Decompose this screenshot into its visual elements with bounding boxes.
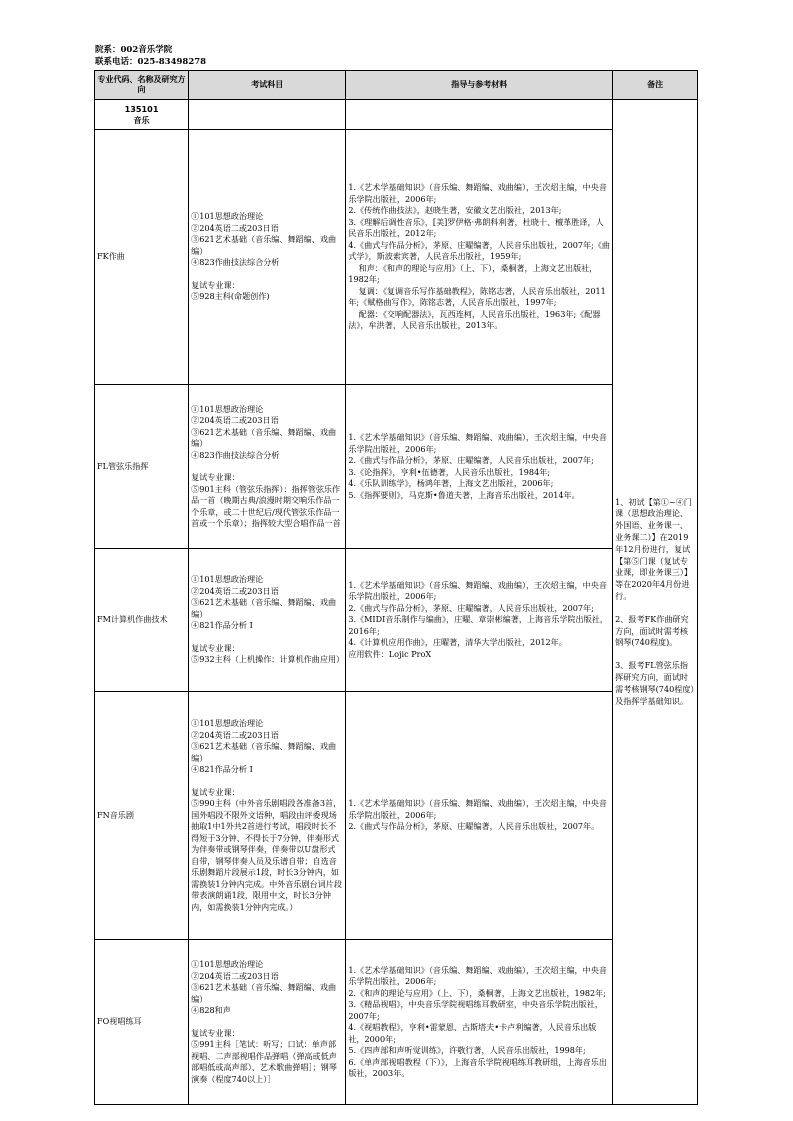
- material-item: 5.《四声部和声听觉训练》，许敬行著，人民音乐出版社，1998年;: [348, 1045, 586, 1055]
- subject-item: ③621艺术基础（音乐编、舞蹈编、戏曲编）: [191, 234, 337, 256]
- header-notes: 备注: [613, 71, 698, 100]
- subject-item: ①101思想政治理论: [191, 403, 264, 414]
- material-item: 2.《和声的理论与应用》（上、下），桑桐著，上海文艺出版社，1982年;: [348, 987, 606, 998]
- material-item: 1.《艺术学基础知识》（音乐编、舞蹈编、戏曲编），王次炤主编，中央音乐学院出版社，2006年;: [348, 432, 607, 454]
- subject-item: ②204英语二或203日语: [191, 585, 279, 596]
- subject-item: ③621艺术基础（音乐编、舞蹈编、戏曲编）: [191, 426, 337, 448]
- material-item: 4.《乐队训练学》，杨鸿年著，上海文艺出版社，2006年;: [348, 478, 554, 488]
- retest-label: 复试专业课：: [191, 279, 240, 290]
- direction-cell: [95, 549, 189, 692]
- retest-item: ⑤901主科（管弦乐指挥）：指挥管弦乐作品一首（晚期古典/浪漫时期交响乐作品一个乐章，或二十世纪后/现代管弦乐作品一首或一个乐章）；指挥较大型合唱作品一首: [191, 483, 341, 528]
- material-item: 1.《艺术学基础知识》（音乐编、舞蹈编、戏曲编），王次炤主编，中央音乐学院出版社，2006年;: [348, 579, 607, 602]
- table-row: [95, 385, 698, 549]
- subject-item: ③621艺术基础（音乐编、舞蹈编、戏曲编）: [191, 597, 337, 619]
- major-name: 音乐: [133, 114, 150, 125]
- material-item: 1.《艺术学基础知识》（音乐编、舞蹈编、戏曲编），王次炤主编，中央音乐学院出版社，2006年;: [348, 798, 607, 820]
- major-row: [95, 100, 698, 130]
- subjects-cell: [189, 692, 346, 940]
- note-1: 1、初试【第①~④门课（思想政治理论、外国语、业务课一、业务课二）】在2019年12月份进行，复试【第⑤门课（复试专业课，即业务课三）】等在2020年4月份进行。: [615, 496, 693, 601]
- subject-item: ①101思想政治理论: [191, 211, 264, 222]
- department-label: 院系：002音乐学院: [95, 45, 173, 55]
- subject-item: ①101思想政治理论: [191, 959, 264, 969]
- materials-cell: [346, 385, 613, 549]
- subject-item: ②204英语二或203日语: [191, 222, 279, 233]
- direction-label: FN音乐剧: [97, 809, 134, 820]
- subject-item: ②204英语二或203日语: [191, 729, 279, 740]
- header-materials: 指导与参考材料: [346, 71, 613, 100]
- major-cell: [95, 100, 189, 130]
- major-materials-cell: [346, 100, 613, 130]
- subject-item: ③621艺术基础（音乐编、舞蹈编、戏曲编）: [191, 982, 337, 1004]
- subject-item: ②204英语二或203日语: [191, 415, 279, 425]
- retest-item: ⑤991主科［笔试：听写；口试：单声部视唱、二声部视唱作品弹唱（弹高或低声部唱低或高声部）、艺术歌曲弹唱］；钢琴演奏（程度740以上）］: [191, 1039, 337, 1084]
- material-item: 3.《理解后调性音乐》，[美]罗伊格·弗朗科利著，杜晓十、檀革胜译，人民音乐出版社，2012年;: [348, 216, 604, 239]
- retest-label: 复试专业课：: [191, 786, 240, 797]
- material-item: 应用软件：Lojic ProX: [348, 648, 432, 659]
- direction-cell: [95, 385, 189, 549]
- admissions-table: [94, 70, 698, 1105]
- material-item: 配器：《交响配器法》，瓦西连柯，人民音乐出版社，1963年;《配器法》，牟洪著，人民音乐出版社，2013年。: [348, 308, 601, 331]
- phone-label: 联系电话：025-83498278: [95, 57, 207, 67]
- subjects-cell: [189, 385, 346, 549]
- subject-item: ④823作曲技法综合分析: [191, 257, 280, 268]
- material-item: 和声：《和声的理论与应用》（上、下），桑桐著，上海文艺出版社，1982年;: [348, 262, 598, 285]
- table-row: [95, 549, 698, 692]
- retest-item: ⑤990主科（中外音乐剧唱段各准备3首，国外唱段不限外文语种，唱段由评委现场抽取1中1外共2首进行考试，唱段时长不得短于3分钟、不得长于7分钟，伴奏形式为伴奏带或钢琴伴奏，伴奏带以U盘形式自带，钢琴伴奏人员及乐谱自带；自选音乐剧舞蹈片段展示1段，时长3分钟内，如需换装1分钟内完成。中外音乐剧台词片段带表演朗诵1段，限用中文，时长3分钟内，如需换装1分钟内完成。）: [191, 798, 342, 912]
- material-item: 1.《艺术学基础知识》（音乐编、舞蹈编、戏曲编），王次炤主编，中央音乐学院出版社，2006年;: [348, 964, 607, 986]
- page-header: [95, 44, 206, 68]
- materials-cell: [346, 549, 613, 692]
- material-item: 2.《传统作曲技法》，赵晓生著，安徽文艺出版社，2013年;: [348, 205, 562, 216]
- major-code: 135101: [124, 103, 159, 114]
- subject-item: ②204英语二或203日语: [191, 970, 279, 981]
- material-item: 4.《曲式与作品分析》，茅原、庄曜编著，人民音乐出版社，2007年;《曲式学》，斯波索宾著，人民音乐出版社，1959年;: [348, 239, 611, 262]
- direction-cell: [95, 692, 189, 940]
- header-direction: 专业代码、名称及研究方向: [95, 71, 189, 100]
- material-item: 1.《艺术学基础知识》（音乐编、舞蹈编、戏曲编），王次炤主编，中央音乐学院出版社，2006年;: [348, 182, 607, 204]
- material-item: 3.《论指挥》，亨利•伍德著，人民音乐出版社，1984年;: [348, 466, 551, 477]
- note-3: 3、报考FL管弦乐指挥研究方向，面试时需考核钢琴(740程度）及指挥学基础知识。: [615, 660, 695, 706]
- retest-label: 复试专业课：: [191, 642, 240, 653]
- material-item: 复调：《复调音乐写作基础教程》，陈铭志著，人民音乐出版社，2011年;《赋格曲写作》，陈铭志著，人民音乐出版社，1997年;: [348, 285, 606, 308]
- material-item: 3.《MIDI音乐制作与编曲》，庄曜、章崇彬编著，上海音乐学院出版社，2016年;: [348, 614, 608, 636]
- direction-label: FO视唱练耳: [97, 1016, 142, 1027]
- major-subjects-cell: [189, 100, 346, 130]
- notes-cell: [613, 100, 698, 1105]
- table-row: [95, 940, 698, 1105]
- subjects-cell: [189, 130, 346, 385]
- materials-cell: [346, 940, 613, 1105]
- materials-cell: [346, 130, 613, 385]
- material-item: 2.《曲式与作品分析》，茅原、庄曜编著，人民音乐出版社，2007年;: [348, 455, 594, 465]
- material-item: 3.《精品视唱》，中央音乐学院视唱练耳教研室，中央音乐学院出版社，2007年;: [348, 999, 603, 1021]
- material-item: 2.《曲式与作品分析》，茅原、庄曜编著，人民音乐出版社，2007年。: [348, 821, 600, 832]
- subject-item: ④828和声: [191, 1005, 231, 1015]
- subject-item: ①101思想政治理论: [191, 718, 264, 728]
- subjects-cell: [189, 549, 346, 692]
- subjects-cell: [189, 940, 346, 1105]
- direction-label: FL管弦乐指挥: [97, 460, 149, 471]
- material-item: 6.《单声部视唱教程（下）》，上海音乐学院视唱练耳教研组，上海音乐出版社，2003年。: [348, 1056, 607, 1078]
- subject-item: ①101思想政治理论: [191, 574, 264, 585]
- retest-label: 复试专业课：: [191, 472, 240, 482]
- table-row: [95, 130, 698, 385]
- material-item: 5.《指挥要则》，马克斯•鲁道夫著，上海音乐出版社，2014年。: [348, 489, 580, 500]
- header-subjects: 考试科目: [189, 71, 346, 100]
- subject-item: ④821作品分析 I: [191, 620, 253, 631]
- direction-label: FM计算机作曲技术: [97, 614, 168, 625]
- table-row: [95, 692, 698, 940]
- direction-label: FK作曲: [97, 251, 125, 262]
- subject-item: ④821作品分析 I: [191, 764, 253, 774]
- table-header-row: [95, 71, 698, 100]
- retest-item: ⑤932主科（上机操作：计算机作曲应用）: [191, 654, 345, 665]
- material-item: 4.《计算机应用作曲》，庄曜著，清华大学出版社，2012年。: [348, 637, 567, 648]
- materials-cell: [346, 692, 613, 940]
- retest-label: 复试专业课：: [191, 1027, 240, 1038]
- direction-cell: [95, 130, 189, 385]
- material-item: 4.《视唱教程》，亨利•雷蒙恩、古斯塔夫•卡卢利编著，人民音乐出版社，2000年;: [348, 1022, 597, 1044]
- material-item: 2.《曲式与作品分析》，茅原、庄曜编著，人民音乐出版社，2007年;: [348, 602, 594, 613]
- retest-item: ⑤928主科(命题创作): [191, 291, 270, 302]
- subject-item: ④823作曲技法综合分析: [191, 449, 280, 460]
- note-2: 2、报考FK作曲研究方向，面试时需考核钢琴(740程度)。: [615, 613, 689, 648]
- subject-item: ③621艺术基础（音乐编、舞蹈编、戏曲编）: [191, 741, 337, 763]
- direction-cell: [95, 940, 189, 1105]
